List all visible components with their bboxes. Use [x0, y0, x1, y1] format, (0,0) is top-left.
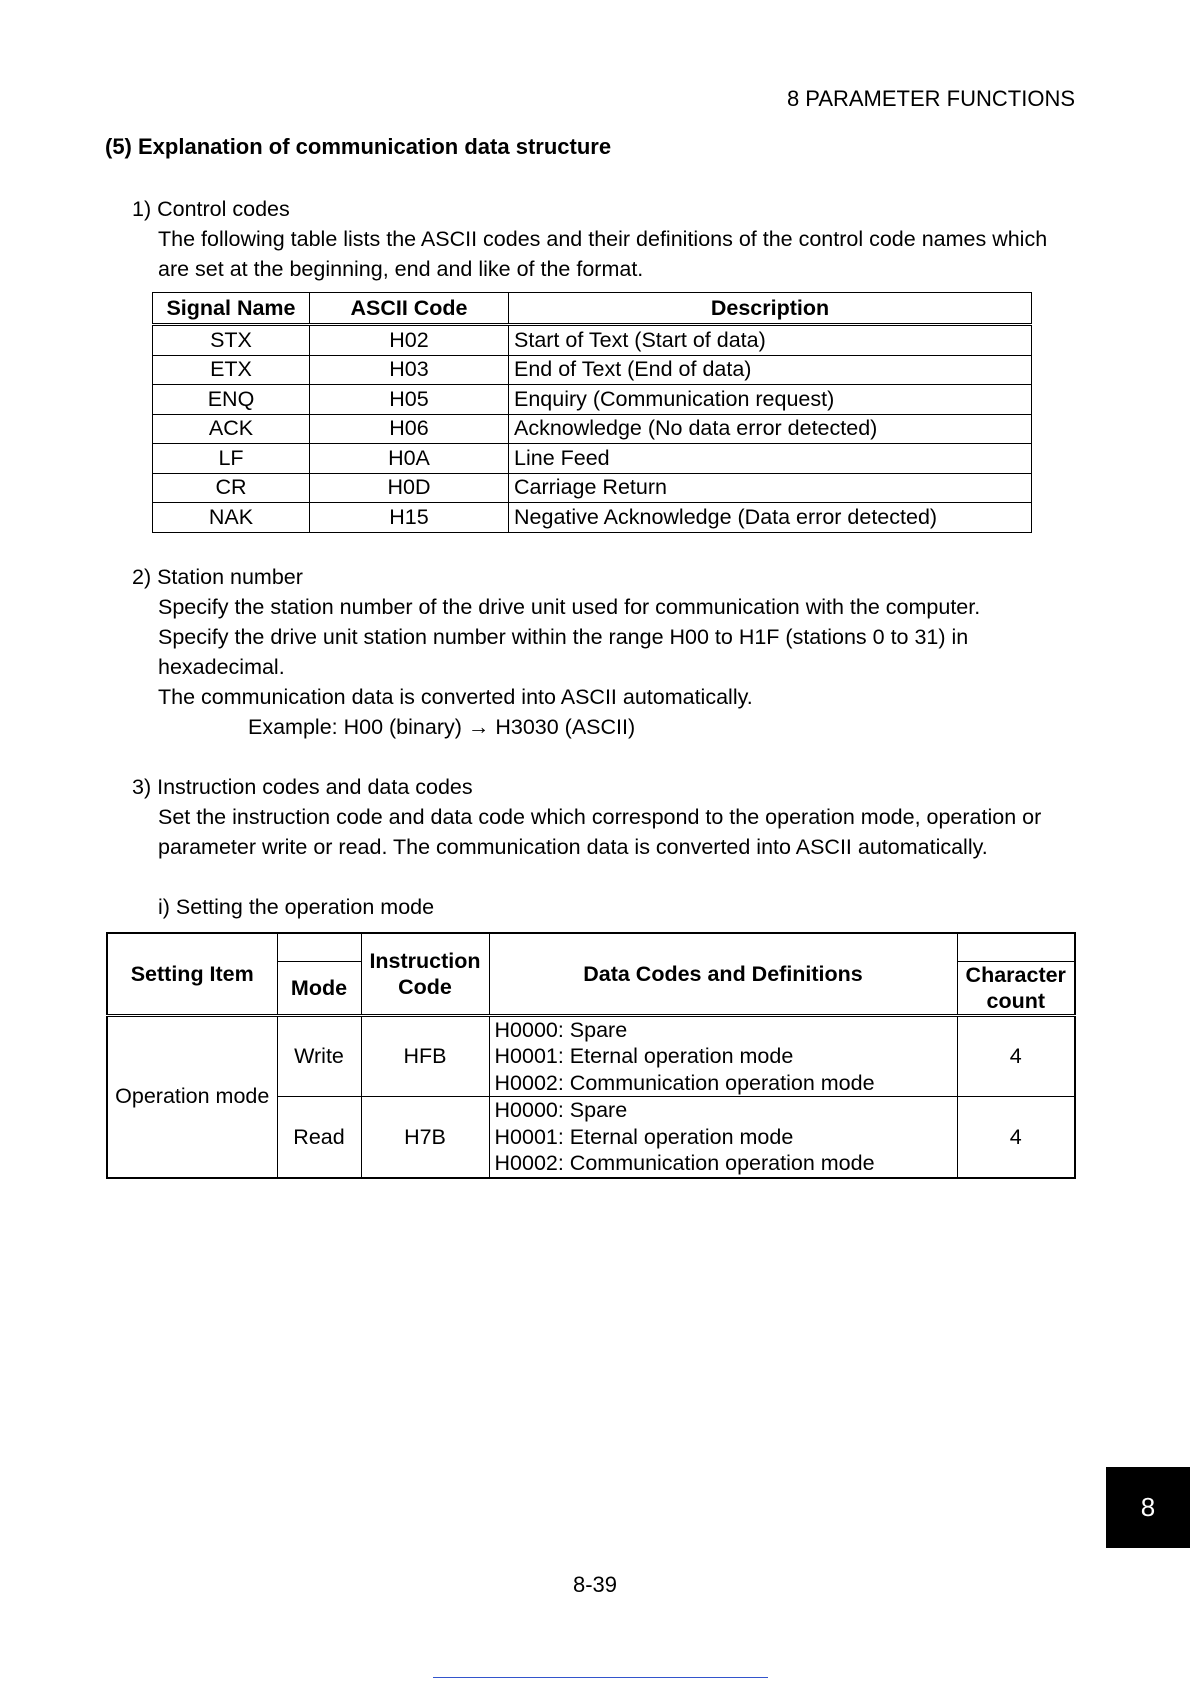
ascii-code-cell: H05 — [310, 385, 509, 415]
control-codes-intro-line-2: are set at the beginning, end and like of the format. — [158, 257, 644, 281]
header-spacer-cell — [957, 933, 1075, 961]
instruction-codes-line-1: Set the instruction code and data code which correspond to the operation mode, operation or — [158, 805, 1042, 829]
station-number-line-1: Specify the station number of the drive unit used for communication with the computer. — [158, 595, 981, 619]
instruction-codes-heading: 3) Instruction codes and data codes — [132, 775, 473, 799]
data-code-line: H0000: Spare — [494, 1017, 628, 1042]
table-header-row — [107, 933, 1075, 961]
table-row — [153, 414, 1032, 444]
data-code-line: H0001: Eternal operation mode — [494, 1124, 794, 1149]
column-header-character-count — [957, 961, 1075, 1015]
signal-name-cell: NAK — [153, 503, 310, 533]
control-codes-table — [152, 292, 1032, 533]
signal-name-cell: ACK — [153, 414, 310, 444]
data-code-line: H0000: Spare — [494, 1098, 628, 1122]
ascii-code-cell: H03 — [310, 355, 509, 385]
ascii-code-cell: H06 — [310, 414, 509, 444]
description-cell: Enquiry (Communication request) — [509, 385, 1032, 415]
operation-mode-subheading: i) Setting the operation mode — [158, 895, 435, 919]
instruction-codes-line-2: parameter write or read. The communication data is converted into ASCII automatically. — [158, 835, 988, 859]
table-row — [153, 385, 1032, 415]
table-row — [153, 473, 1032, 503]
character-count-header-line-1: Character — [965, 962, 1066, 987]
signal-name-cell: ETX — [153, 355, 310, 385]
table-row — [153, 503, 1032, 533]
ascii-code-cell: H02 — [310, 325, 509, 356]
instruction-code-cell: H7B — [361, 1097, 489, 1178]
data-code-line: H0002: Communication operation mode — [494, 1151, 875, 1175]
footer-rule — [433, 1677, 768, 1678]
table-row — [153, 355, 1032, 385]
table-row — [153, 444, 1032, 474]
control-codes-heading: 1) Control codes — [132, 197, 290, 221]
column-header-mode: Mode — [277, 961, 361, 1015]
column-header-setting-item: Setting Item — [107, 933, 277, 1015]
table-row — [107, 1015, 1075, 1097]
column-header-signal-name: Signal Name — [153, 293, 310, 325]
description-cell: Start of Text (Start of data) — [509, 325, 1032, 356]
character-count-cell: 4 — [957, 1097, 1075, 1178]
description-cell: Line Feed — [509, 444, 1032, 474]
column-header-description: Description — [509, 293, 1032, 325]
signal-name-cell: STX — [153, 325, 310, 356]
data-code-line: H0001: Eternal operation mode — [494, 1044, 794, 1068]
character-count-header-line-2: count — [986, 988, 1046, 1013]
setting-item-cell: Operation mode — [107, 1015, 277, 1178]
mode-cell: Read — [277, 1097, 361, 1178]
signal-name-cell: ENQ — [153, 385, 310, 415]
data-codes-cell — [489, 1015, 957, 1097]
signal-name-cell: LF — [153, 444, 310, 474]
data-code-line: H0002: Communication operation mode — [494, 1070, 875, 1095]
instruction-code-cell: HFB — [361, 1015, 489, 1097]
chapter-tab-marker: 8 — [1106, 1467, 1190, 1548]
description-cell: Negative Acknowledge (Data error detected) — [509, 503, 1032, 533]
running-header: 8 PARAMETER FUNCTIONS — [786, 86, 1075, 111]
column-header-instruction-code — [361, 933, 489, 1015]
header-spacer-cell — [277, 933, 361, 961]
station-number-line-4: The communication data is converted into ASCII automatically. — [158, 685, 753, 709]
instruction-code-header-line-1: Instruction — [369, 948, 481, 973]
description-cell: Carriage Return — [509, 473, 1032, 503]
ascii-code-cell: H0D — [310, 473, 509, 503]
column-header-data-codes: Data Codes and Definitions — [489, 933, 957, 1015]
table-header-row — [153, 293, 1032, 325]
description-cell: Acknowledge (No data error detected) — [509, 414, 1032, 444]
operation-mode-table — [106, 932, 1076, 1179]
ascii-code-cell: H0A — [310, 444, 509, 474]
ascii-code-cell: H15 — [310, 503, 509, 533]
station-number-heading: 2) Station number — [132, 565, 303, 589]
station-number-example: Example: H00 (binary) → H3030 (ASCII) — [248, 715, 636, 739]
data-codes-cell — [489, 1097, 957, 1178]
instruction-code-header-line-2: Code — [398, 974, 452, 999]
table-row — [153, 325, 1032, 356]
control-codes-intro-line-1: The following table lists the ASCII codes and their definitions of the control code names which — [158, 227, 1048, 251]
description-cell: End of Text (End of data) — [509, 355, 1032, 385]
section-title: (5) Explanation of communication data structure — [105, 134, 612, 159]
page-number: 8-39 — [572, 1572, 618, 1597]
station-number-line-3: hexadecimal. — [158, 655, 285, 679]
station-number-line-2: Specify the drive unit station number within the range H00 to H1F (stations 0 to 31) in — [158, 625, 969, 649]
signal-name-cell: CR — [153, 473, 310, 503]
mode-cell: Write — [277, 1015, 361, 1097]
character-count-cell: 4 — [957, 1015, 1075, 1097]
column-header-ascii-code: ASCII Code — [310, 293, 509, 325]
